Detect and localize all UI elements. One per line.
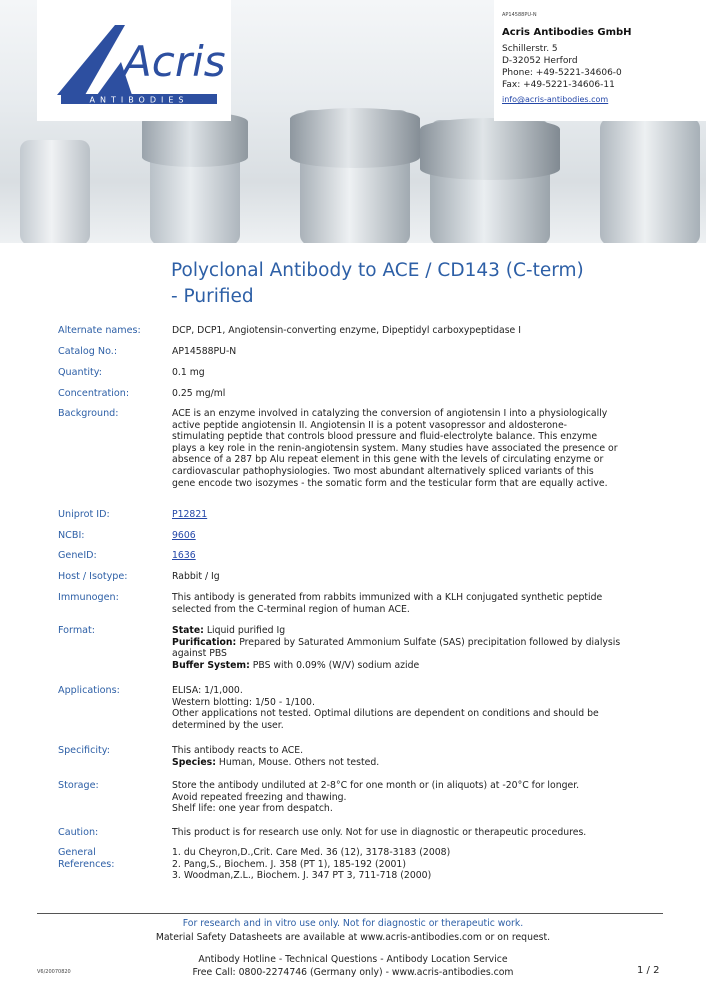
logo-panel: [37, 0, 231, 121]
alt-names-label: Alternate names:: [58, 325, 141, 336]
quantity-label: Quantity:: [58, 367, 102, 378]
reference-code: AP14588PU-N: [502, 12, 537, 18]
title-line-1: Polyclonal Antibody to ACE / CD143 (C-term): [171, 260, 584, 281]
buffer-label: Buffer System:: [172, 659, 250, 671]
background-line: stimulating peptide that controls blood pressure and fluid-electrolyte balance. This enzyme: [172, 431, 598, 443]
version-code: V6/20070820: [37, 969, 71, 975]
geneid-link[interactable]: 1636: [172, 550, 196, 561]
applications-line: ELISA: 1/1,000.: [172, 685, 243, 696]
concentration-value: 0.25 mg/ml: [172, 388, 226, 399]
ncbi-value: [172, 530, 662, 542]
format-purification: [172, 637, 662, 649]
title-line-2: - Purified: [171, 286, 254, 307]
background-line: absence of a 287 bp Alu repeat element in this gene with the levels of circulating enzyme or: [172, 454, 604, 466]
storage-label: Storage:: [58, 780, 99, 791]
address-fax: Fax: +49-5221-34606-11: [502, 80, 615, 90]
background-line: ACE is an enzyme involved in catalyzing the conversion of angiotensin I into a physiologically: [172, 408, 608, 419]
applications-line: determined by the user.: [172, 719, 284, 731]
format-label: Format:: [58, 625, 96, 636]
caution-value: This product is for research use only. Not for use in diagnostic or therapeutic procedures.: [172, 827, 587, 838]
immunogen-line: selected from the C-terminal region of human ACE.: [172, 603, 410, 615]
reference-item: 2. Pang,S., Biochem. J. 358 (PT 1), 185-192 (2001): [172, 858, 406, 870]
species-label: Species:: [172, 756, 216, 768]
caution-label: Caution:: [58, 827, 99, 838]
specificity-line: This antibody reacts to ACE.: [172, 745, 304, 756]
catalog-label: Catalog No.:: [58, 346, 118, 357]
storage-line: Shelf life: one year from despatch.: [172, 803, 333, 815]
format-state: [172, 625, 662, 637]
address-city: D-32052 Herford: [502, 56, 578, 66]
immunogen-value: [172, 592, 662, 615]
ncbi-label: NCBI:: [58, 530, 85, 541]
buffer-value: PBS with 0.09% (W/V) sodium azide: [252, 659, 420, 671]
background-label: Background:: [58, 408, 119, 419]
purification-label: Purification:: [172, 636, 237, 648]
address-street: Schillerstr. 5: [502, 44, 558, 54]
immunogen-label: Immunogen:: [58, 592, 119, 603]
references-label-line2: References:: [58, 859, 115, 870]
host-value: Rabbit / Ig: [172, 571, 220, 582]
page-number: 1 / 2: [637, 965, 660, 976]
specificity-value: [172, 745, 662, 768]
applications-value: [172, 685, 662, 731]
background-line: gene encode two isozymes - the somatic form and the testicular form that are equally active.: [172, 477, 608, 489]
background-value: [172, 408, 662, 489]
reference-item: 3. Woodman,Z.L., Biochem. J. 347 PT 3, 711-718 (2000): [172, 870, 432, 882]
background-line: active peptide angiotensin II. Angiotensin II is a potent vasopressor and aldosterone-: [172, 419, 568, 431]
references-label: [58, 847, 115, 871]
references-value: [172, 847, 662, 882]
purification-value: Prepared by Saturated Ammonium Sulfate (SAS) precipitation followed by dialysis: [239, 636, 621, 648]
purification-value-cont: against PBS: [172, 648, 227, 660]
storage-value: [172, 780, 662, 815]
background-line: plays a key role in the renin-angiotensin system. Many studies have associated the presence or: [172, 442, 618, 454]
applications-label: Applications:: [58, 685, 120, 696]
format-value: [172, 625, 662, 671]
footer-research-notice: For research and in vitro use only. Not for diagnostic or therapeutic work.: [182, 918, 524, 929]
state-value: Liquid purified Ig: [206, 625, 286, 636]
acris-logo: [37, 0, 231, 121]
reference-item: 1. du Cheyron,D.,Crit. Care Med. 36 (12), 3178-3183 (2008): [172, 847, 451, 858]
ncbi-link[interactable]: 9606: [172, 530, 196, 541]
catalog-value: AP14588PU-N: [172, 346, 237, 357]
specificity-label: Specificity:: [58, 745, 110, 756]
species-value: Human, Mouse. Others not tested.: [218, 756, 380, 768]
email-link[interactable]: info@acris-antibodies.com: [502, 95, 609, 104]
applications-line: Other applications not tested. Optimal dilutions are dependent on conditions and should be: [172, 708, 599, 720]
host-label: Host / Isotype:: [58, 571, 128, 582]
logo-wordmark: Acris: [123, 37, 226, 86]
species-line: [172, 757, 662, 769]
footer-free-call: Free Call: 0800-2274746 (Germany only) - www.acris-antibodies.com: [192, 967, 514, 978]
state-label: State:: [172, 625, 204, 636]
storage-line: Avoid repeated freezing and thawing.: [172, 791, 347, 803]
page-title: [171, 258, 651, 310]
format-buffer: [172, 660, 662, 672]
concentration-label: Concentration:: [58, 388, 130, 399]
geneid-label: GeneID:: [58, 550, 97, 561]
geneid-value: [172, 550, 662, 562]
references-label-line1: General: [58, 847, 96, 858]
address-phone: Phone: +49-5221-34606-0: [502, 68, 622, 78]
quantity-value: 0.1 mg: [172, 367, 205, 378]
immunogen-line: This antibody is generated from rabbits immunized with a KLH conjugated synthetic peptide: [172, 592, 603, 603]
background-line: cardiovascular pathophysiologies. Two most abundant alternatively spliced variants of this: [172, 465, 594, 477]
uniprot-link[interactable]: P12821: [172, 509, 208, 520]
alt-names-value: DCP, DCP1, Angiotensin-converting enzyme, Dipeptidyl carboxypeptidase I: [172, 325, 521, 336]
uniprot-label: Uniprot ID:: [58, 509, 110, 520]
uniprot-value: [172, 509, 662, 521]
footer-msds-notice: Material Safety Datasheets are available at www.acris-antibodies.com or on request.: [155, 932, 551, 943]
logo-subtext: ANTIBODIES: [89, 95, 189, 105]
footer-divider: [37, 913, 663, 914]
footer-hotline: Antibody Hotline - Technical Questions - Antibody Location Service: [198, 954, 508, 965]
applications-line: Western blotting: 1/50 - 1/100.: [172, 696, 315, 708]
company-name: Acris Antibodies GmbH: [502, 27, 632, 38]
storage-line: Store the antibody undiluted at 2-8°C for one month or (in aliquots) at -20°C for longer.: [172, 780, 580, 791]
